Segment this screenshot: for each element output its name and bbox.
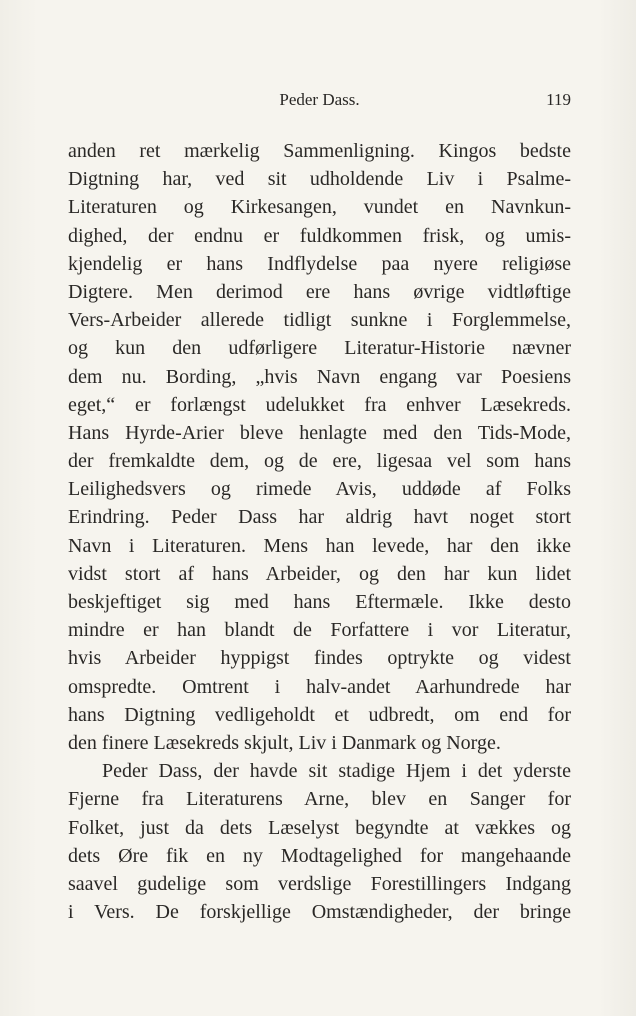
text-line: og kun den udførligere Literatur-Historie nævner (68, 337, 571, 360)
text-line: der fremkaldte dem, og de ere, ligesaa vel som hans (68, 450, 571, 473)
text-line: hvis Arbeider hyppigst findes optrykte og videst (68, 647, 571, 670)
text-line: kjendelig er hans Indflydelse paa nyere religiøse (68, 252, 571, 275)
text-line: hans Digtning vedligeholdt et udbredt, om end for (68, 703, 571, 726)
text-line: Leilighedsvers og rimede Avis, uddøde af Folks (68, 478, 571, 501)
text-line: dets Øre fik en ny Modtagelighed for mangehaande (68, 844, 571, 867)
text-line: Fjerne fra Literaturens Arne, blev en Sanger for (68, 788, 571, 811)
text-line: mindre er han blandt de Forfattere i vor Literatur, (68, 619, 571, 642)
running-title: Peder Dass. (279, 90, 360, 109)
text-line: dem nu. Bording, „hvis Navn engang var Poesiens (68, 365, 571, 388)
text-line: Folket, just da dets Læselyst begyndte at vækkes og (68, 816, 571, 839)
page-number: 119 (546, 90, 571, 109)
text-line: eget,“ er forlængst udelukket fra enhver Læsekreds. (68, 393, 571, 416)
text-line: vidst stort af hans Arbeider, og den har kun lidet (68, 562, 571, 585)
text-line: den finere Læsekreds skjult, Liv i Danmark og Norge. (68, 731, 501, 754)
body-text (68, 137, 571, 926)
text-line: Navn i Literaturen. Mens han levede, har den ikke (68, 534, 571, 557)
text-line: dighed, der endnu er fuldkommen frisk, og umis- (68, 224, 571, 247)
text-line: omspredte. Omtrent i halv-andet Aarhundrede har (68, 675, 571, 698)
text-line: Digtning har, ved sit udholdende Liv i Psalme- (68, 168, 571, 191)
text-line: Literaturen og Kirkesangen, vundet en Navnkun- (68, 196, 571, 219)
text-line: Digtere. Men derimod ere hans øvrige vidtløftige (68, 280, 571, 303)
running-head (68, 88, 571, 112)
text-line: Vers-Arbeider allerede tidligt sunkne i Forglemmelse, (68, 309, 571, 332)
text-line: Erindring. Peder Dass har aldrig havt noget stort (68, 506, 571, 529)
text-line: Peder Dass, der havde sit stadige Hjem i det yderste (102, 760, 571, 783)
text-line: saavel gudelige som verdslige Forestillingers Indgang (68, 872, 571, 895)
text-line: Hans Hyrde-Arier bleve henlagte med den Tids-Mode, (68, 421, 571, 444)
text-line: i Vers. De forskjellige Omstændigheder, der bringe (68, 901, 571, 924)
text-line: beskjeftiget sig med hans Eftermæle. Ikke desto (68, 591, 571, 613)
text-line: anden ret mærkelig Sammenligning. Kingos bedste (68, 140, 571, 162)
